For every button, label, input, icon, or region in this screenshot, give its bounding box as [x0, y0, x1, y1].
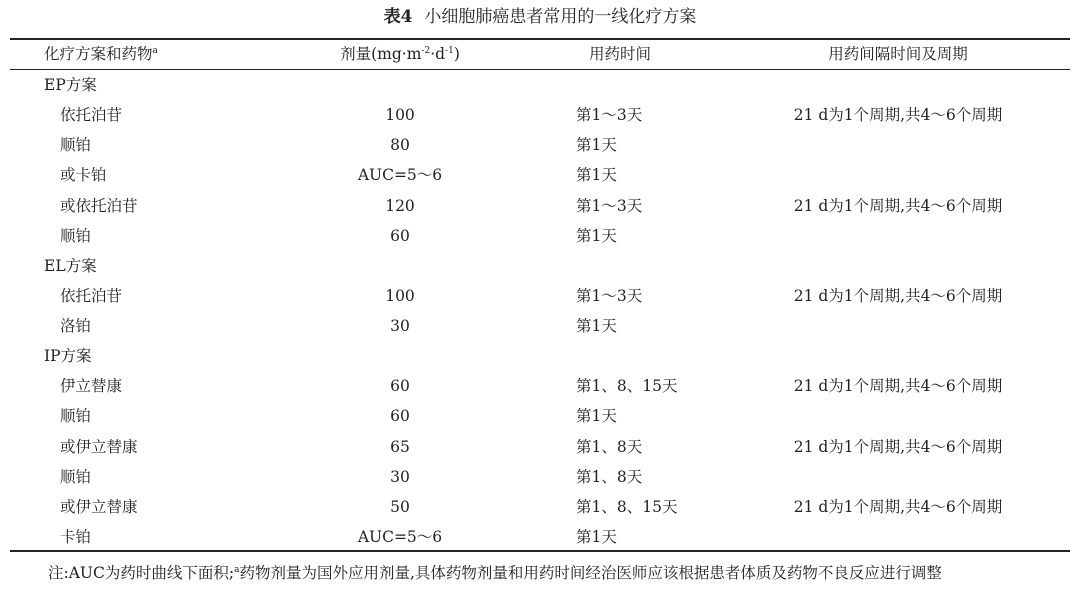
- cell-time: 第1天: [576, 226, 617, 245]
- header-cycle: 用药间隔时间及周期: [828, 45, 968, 63]
- table-row: [10, 492, 1070, 522]
- footnote-prefix: 注:AUC为药时曲线下面积;: [48, 564, 235, 582]
- cell-drug: 卡铂: [60, 527, 92, 546]
- header-dose-sup1: -2: [421, 45, 431, 56]
- table-row: [10, 311, 1070, 341]
- cell-time: 第1、8、15天: [576, 497, 678, 516]
- cell-drug: 依托泊苷: [60, 286, 123, 305]
- cell-time: 第1、8天: [576, 437, 643, 456]
- cell-dose: 60: [390, 377, 410, 396]
- table-row: [10, 130, 1070, 160]
- table-row: [10, 221, 1070, 251]
- table-group-row: [10, 70, 1070, 100]
- header-dose-mid: ·d: [430, 45, 446, 63]
- footnote: [48, 560, 942, 586]
- cell-dose: 60: [390, 407, 410, 426]
- table-row: [10, 522, 1070, 552]
- cell-time: 第1～3天: [576, 286, 643, 305]
- table-header: [10, 40, 1070, 69]
- cell-time: 第1～3天: [576, 196, 643, 215]
- cell-cycle: 21 d为1个周期,共4～6个周期: [793, 497, 1003, 516]
- cell-dose: 30: [390, 317, 410, 335]
- cell-dose: 80: [390, 136, 410, 155]
- cell-drug: 或依托泊苷: [60, 196, 138, 215]
- cell-time: 第1天: [576, 136, 617, 155]
- cell-dose: 50: [390, 497, 410, 516]
- cell-drug: 顺铂: [60, 467, 92, 486]
- cell-drug: IP方案: [44, 347, 92, 366]
- cell-time: 第1天: [576, 317, 617, 335]
- table-row: [10, 160, 1070, 190]
- header-dose: [300, 40, 500, 69]
- cell-drug: 或伊立替康: [60, 497, 138, 516]
- header-regimen-sup: a: [152, 45, 158, 56]
- cell-time: 第1、8、15天: [576, 377, 678, 396]
- cell-drug: 顺铂: [60, 226, 92, 245]
- table-number: 表4: [383, 7, 413, 27]
- cell-drug: 依托泊苷: [60, 106, 123, 125]
- bottom-rule: [10, 550, 1070, 552]
- table-group-row: [10, 341, 1070, 371]
- cell-dose: 100: [385, 286, 415, 305]
- cell-dose: 60: [390, 226, 410, 245]
- table-row: [10, 371, 1070, 401]
- table-group-row: [10, 251, 1070, 281]
- header-time: 用药时间: [588, 45, 651, 63]
- cell-dose: 65: [390, 437, 410, 456]
- cell-cycle: 21 d为1个周期,共4～6个周期: [793, 377, 1003, 396]
- cell-dose: AUC=5～6: [357, 527, 443, 546]
- table-row: [10, 462, 1070, 492]
- table-row: [10, 281, 1070, 311]
- cell-time: 第1、8天: [576, 467, 643, 486]
- cell-drug: 伊立替康: [60, 377, 123, 396]
- cell-time: 第1～3天: [576, 106, 643, 125]
- cell-drug: 或伊立替康: [60, 437, 138, 456]
- cell-dose: 100: [385, 106, 415, 125]
- cell-time: 第1天: [576, 166, 617, 185]
- cell-drug: 顺铂: [60, 407, 92, 426]
- header-regimen-label: 化疗方案和药物: [44, 45, 153, 63]
- cell-drug: EP方案: [44, 76, 97, 94]
- header-regimen: [44, 40, 158, 69]
- cell-cycle: 21 d为1个周期,共4～6个周期: [793, 437, 1003, 456]
- header-dose-end: ): [453, 45, 460, 63]
- cell-cycle: 21 d为1个周期,共4～6个周期: [793, 286, 1003, 305]
- table-row: [10, 401, 1070, 431]
- footnote-sup: a: [234, 564, 240, 575]
- cell-time: 第1天: [576, 527, 617, 546]
- cell-drug: 顺铂: [60, 136, 92, 155]
- header-dose-sup2: -1: [445, 45, 454, 56]
- cell-cycle: 21 d为1个周期,共4～6个周期: [793, 106, 1003, 125]
- cell-cycle: 21 d为1个周期,共4～6个周期: [793, 196, 1003, 215]
- table-row: [10, 191, 1070, 221]
- cell-time: 第1天: [576, 407, 617, 426]
- cell-drug: 洛铂: [60, 317, 92, 335]
- table-body: [10, 70, 1070, 552]
- header-dose-label: 剂量(mg·m: [340, 45, 422, 63]
- cell-dose: AUC=5～6: [357, 166, 443, 185]
- table-row: [10, 432, 1070, 462]
- cell-dose: 120: [385, 196, 415, 215]
- cell-drug: EL方案: [44, 256, 97, 275]
- footnote-text: 药物剂量为国外应用剂量,具体药物剂量和用药时间经治医师应该根据患者体质及药物不良反应进行调整: [239, 564, 942, 582]
- cell-dose: 30: [390, 467, 410, 486]
- table-caption: 小细胞肺癌患者常用的一线化疗方案: [424, 7, 697, 27]
- cell-drug: 或卡铂: [60, 166, 107, 185]
- table-title: [0, 4, 1080, 30]
- table-row: [10, 100, 1070, 130]
